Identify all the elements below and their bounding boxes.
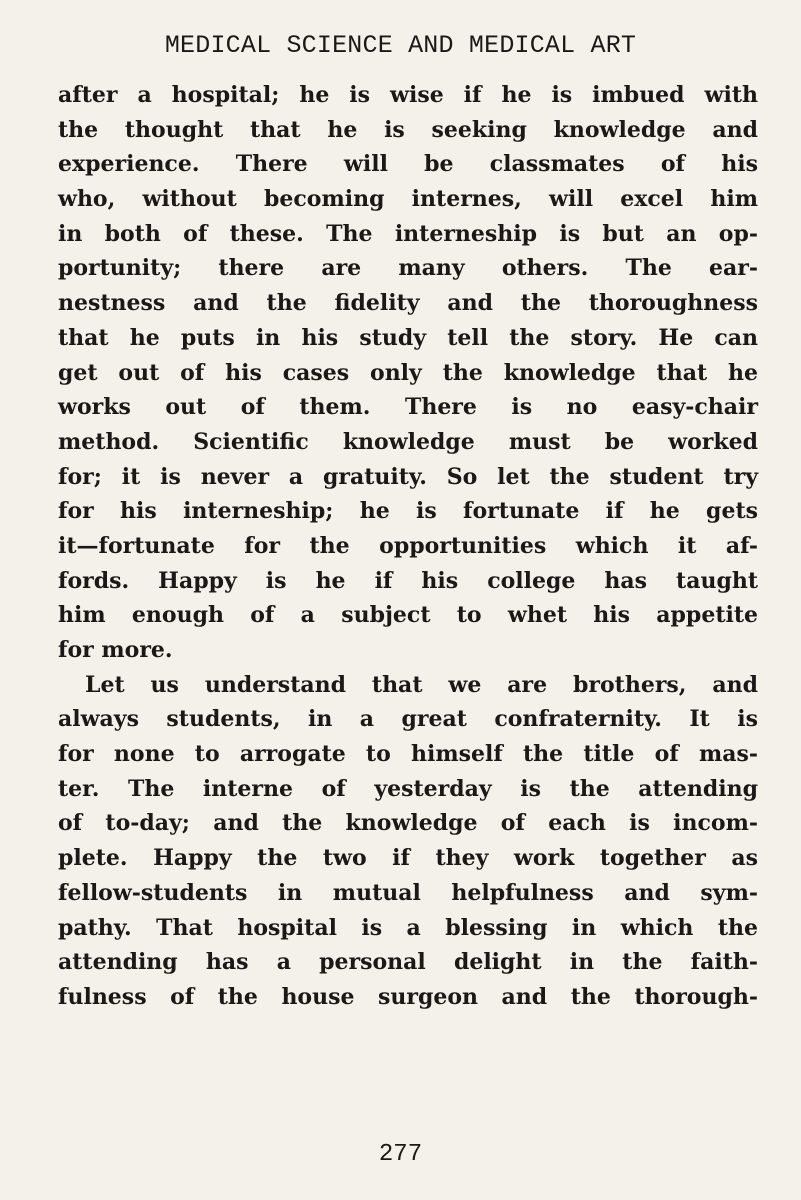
text-line: fellow-students in mutual helpfulness and sym- [58, 879, 758, 906]
text-line: method. Scientific knowledge must be worked [58, 428, 758, 455]
text-line: attending has a personal delight in the faith- [58, 949, 758, 976]
text-line: after a hospital; he is wise if he is imbued with [58, 82, 758, 108]
body-text [58, 78, 758, 1015]
text-line: for his interneship; he is fortunate if he gets [58, 498, 758, 525]
page-number: 277 [378, 1141, 423, 1168]
text-line: for; it is never a gratuity. So let the student try [58, 463, 758, 490]
text-line: in both of these. The interneship is but an op- [58, 220, 758, 247]
text-line: ter. The interne of yesterday is the attending [58, 775, 758, 802]
text-line: experience. There will be classmates of his [58, 151, 758, 178]
text-line: for none to arrogate to himself the title of mas- [58, 741, 758, 768]
running-head: MEDICAL SCIENCE AND MEDICAL ART [164, 31, 637, 60]
text-line: always students, in a great confraternity. It is [58, 706, 758, 733]
paragraph-2 [58, 668, 758, 1015]
paragraph-1 [58, 78, 758, 668]
text-line: it—fortunate for the opportunities which it af- [58, 532, 758, 559]
text-line: for more. [58, 637, 173, 663]
text-line: who, without becoming internes, will excel him [58, 186, 758, 213]
text-line: of to-day; and the knowledge of each is incom- [58, 810, 758, 837]
text-line: Let us understand that we are brothers, and [85, 671, 758, 698]
text-line: pathy. That hospital is a blessing in which the [58, 914, 758, 941]
text-line: nestness and the fidelity and the thoroughness [58, 290, 758, 317]
text-line: fulness of the house surgeon and the thorough- [58, 983, 758, 1010]
text-line: get out of his cases only the knowledge that he [58, 359, 758, 386]
text-line: fords. Happy is he if his college has taught [58, 567, 758, 594]
text-line: that he puts in his study tell the story. He can [58, 324, 758, 351]
text-line: the thought that he is seeking knowledge and [58, 116, 758, 143]
text-line: him enough of a subject to whet his appetite [58, 602, 758, 629]
text-line: works out of them. There is no easy-chair [58, 394, 758, 421]
text-line: plete. Happy the two if they work together as [58, 845, 758, 872]
text-line: portunity; there are many others. The ear- [58, 255, 758, 282]
